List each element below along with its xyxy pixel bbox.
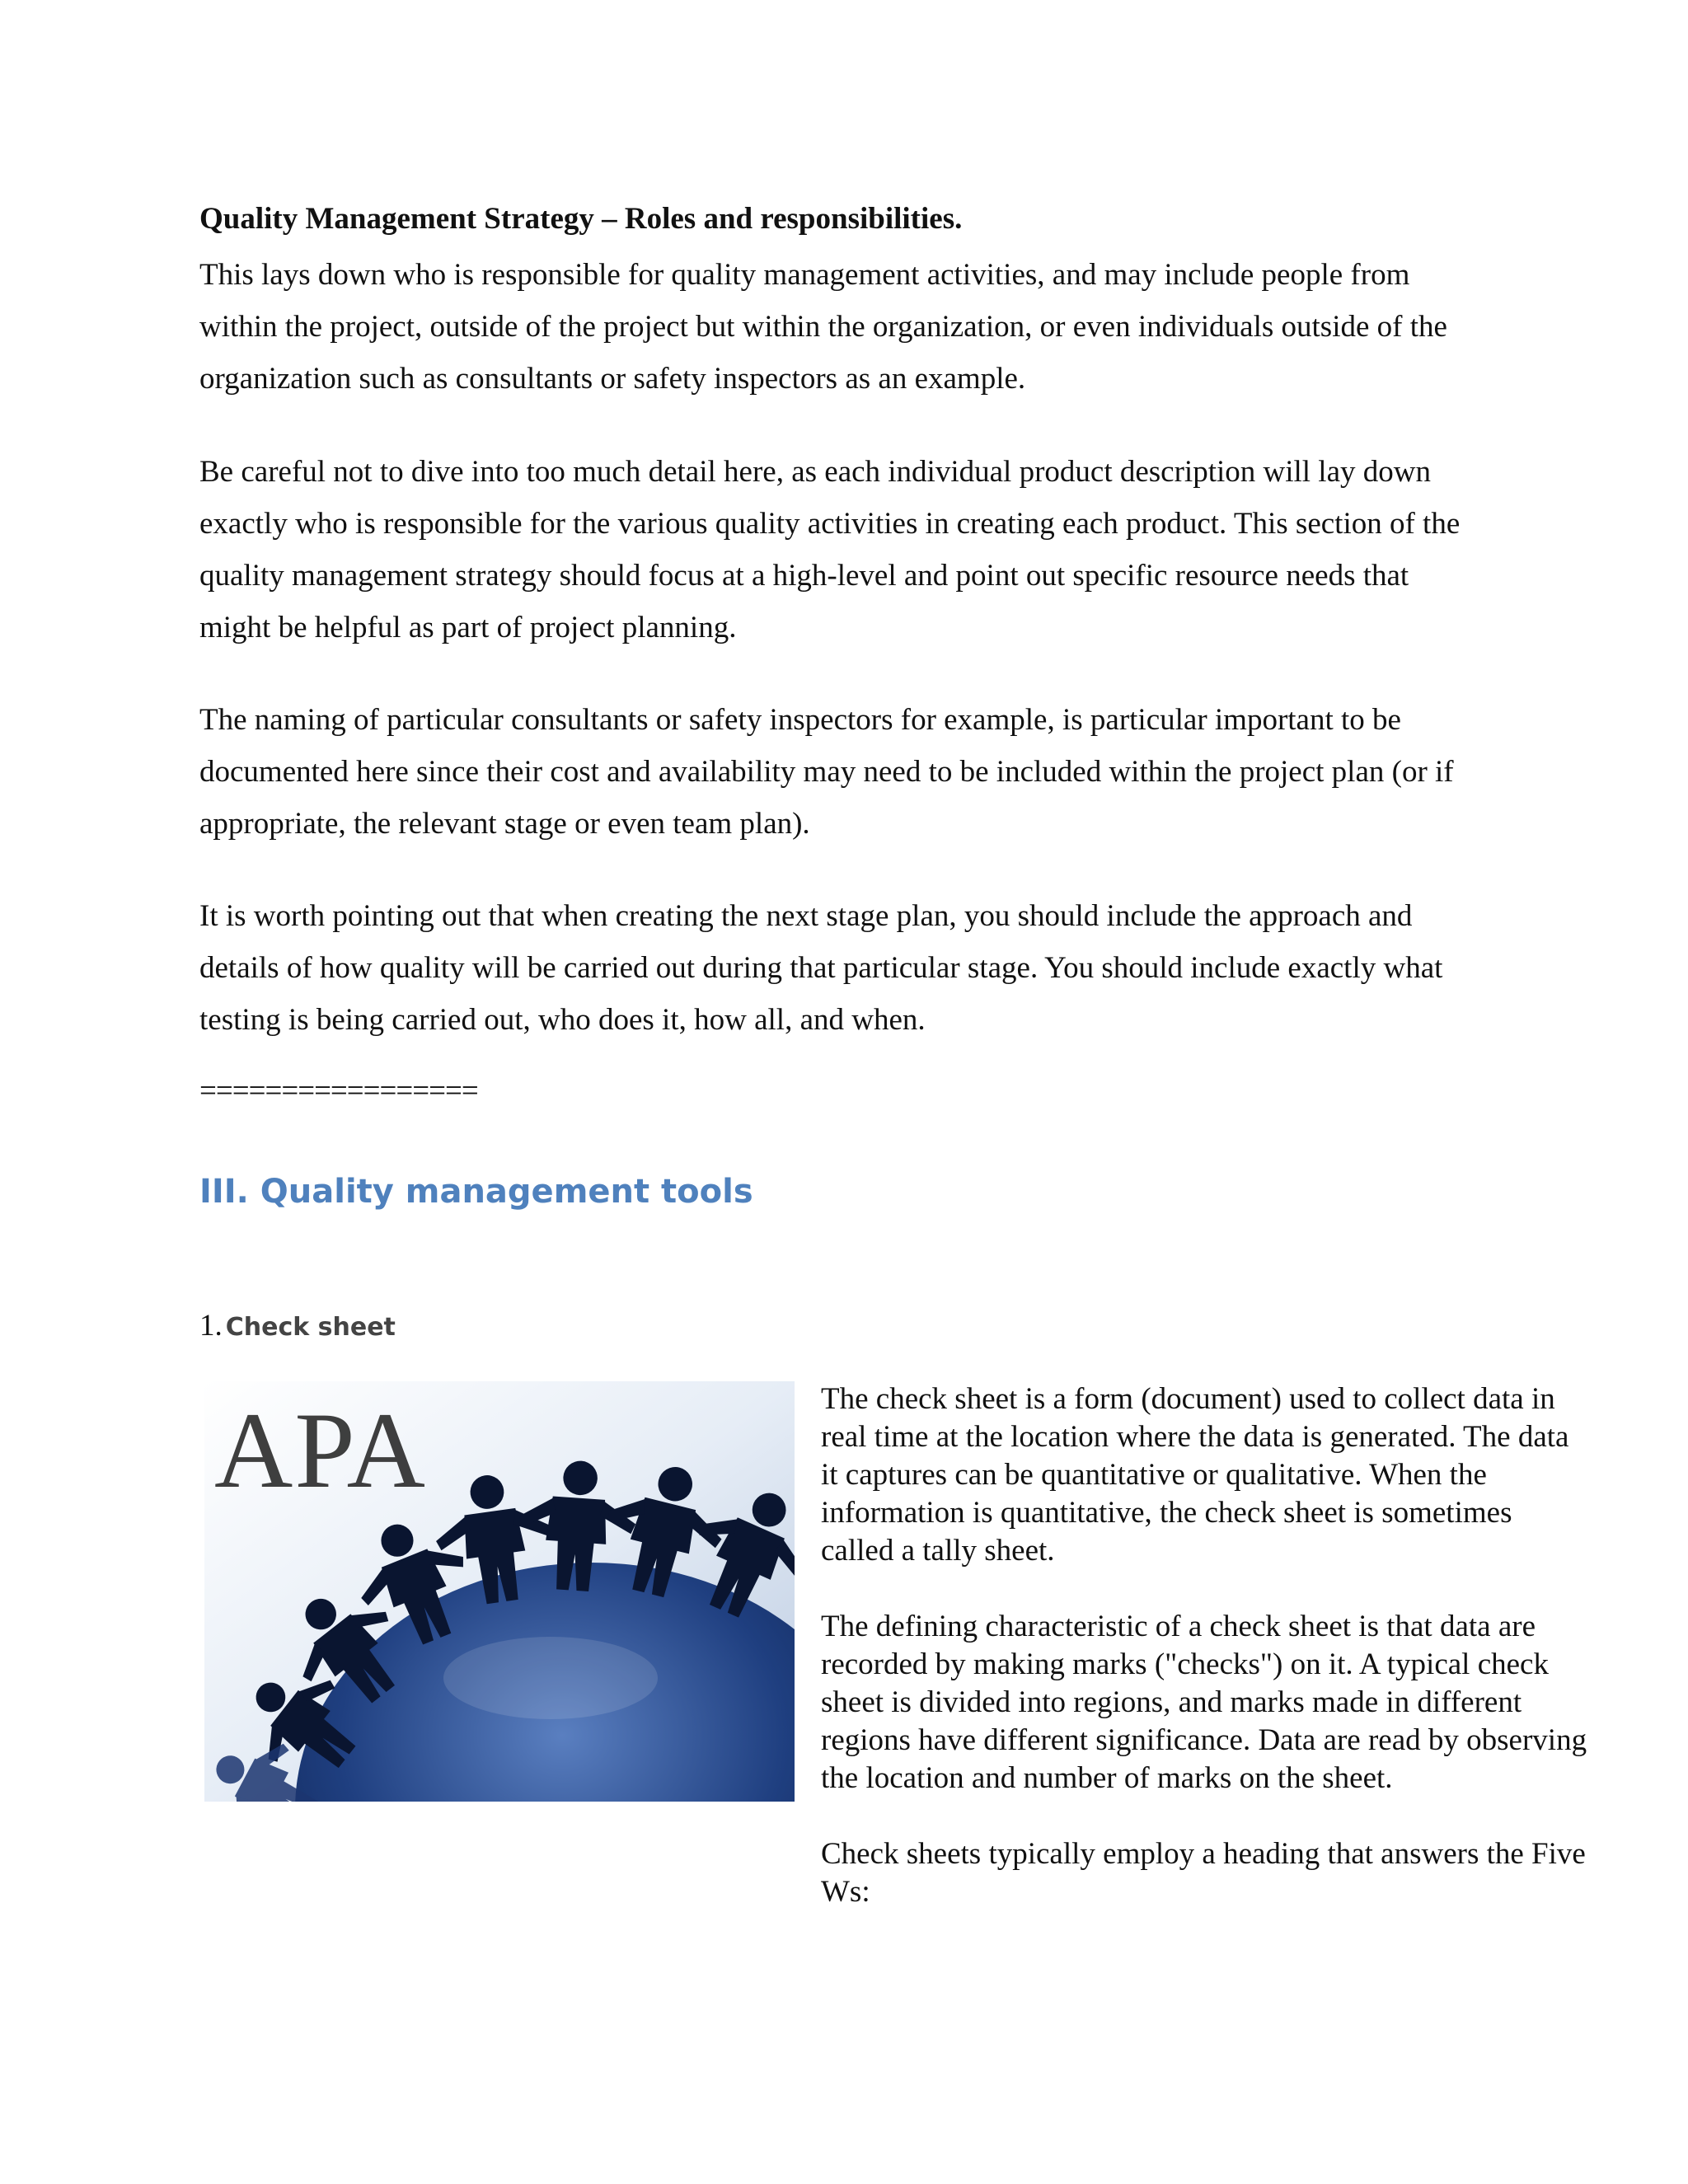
subheading-number: 1. bbox=[199, 1309, 223, 1343]
check-sheet-description bbox=[821, 1380, 1592, 1949]
check-sheet-five-ws: Check sheets typically employ a heading that answers the Five Ws: bbox=[821, 1837, 1586, 1909]
paragraph-naming-consultants: The naming of particular consultants or safety inspectors for example, is particular important to be documented here since their cost and availability may need to be included within the project plan (or if appropriate, the relevant stage or even team plan). bbox=[199, 703, 1454, 841]
paragraph-roles-intro: This lays down who is responsible for quality management activities, and may include people from within the project, outside of the project but within the organization, or even individuals outside of the organization such as consultants or safety inspectors as an example. bbox=[199, 258, 1447, 396]
check-sheet-definition: The check sheet is a form (document) used to collect data in real time at the location where the data is generated. The data it captures can be quantitative or qualitative. When the information is quantitative, the check sheet is sometimes called a tally sheet. bbox=[821, 1382, 1569, 1568]
check-sheet-subheading bbox=[199, 1305, 1485, 1353]
check-sheet-characteristic: The defining characteristic of a check sheet is that data are recorded by making marks ("checks") on it. A typical check sheet is divided into regions, and marks made in different regions have different significance. Data are read by observing the location and number of marks on the sheet. bbox=[821, 1610, 1587, 1795]
section-divider: ================= bbox=[199, 1074, 478, 1108]
apa-logo-text: APA bbox=[214, 1390, 427, 1511]
paragraph-detail-caution: Be careful not to dive into too much detail here, as each individual product description will lay down exactly who is responsible for the various quality activities in creating each product. This section of the quality management strategy should focus at a high-level and point out specific resource needs that might be helpful as part of project planning. bbox=[199, 455, 1461, 644]
apa-people-globe-image bbox=[204, 1381, 795, 1802]
subheading-label: Check sheet bbox=[225, 1313, 396, 1342]
paragraph-stage-plan: It is worth pointing out that when creating the next stage plan, you should include the approach and details of how quality will be carried out during that particular stage. You should include exactly what testing is being carried out, who does it, how all, and when. bbox=[199, 899, 1443, 1037]
roles-heading: Quality Management Strategy – Roles and responsibilities. bbox=[199, 202, 963, 236]
section-title: III. Quality management tools bbox=[199, 1173, 753, 1211]
